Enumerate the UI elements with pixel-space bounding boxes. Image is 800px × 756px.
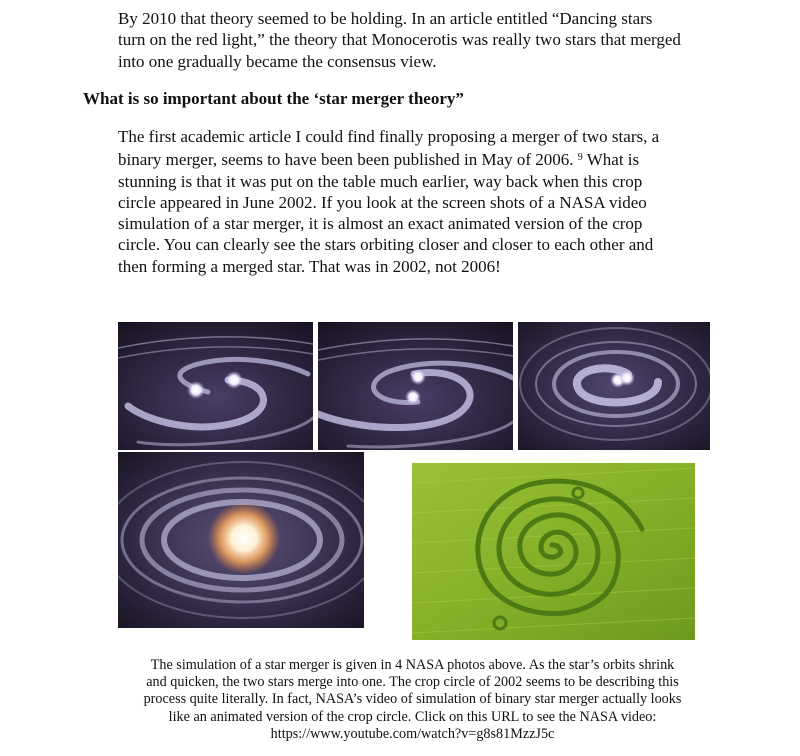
crop-circle-photo — [412, 463, 695, 640]
simulation-image-3 — [518, 322, 710, 450]
section-heading: What is so important about the ‘star merger theory” — [83, 89, 464, 108]
nasa-simulation-frame-1 — [118, 322, 313, 450]
footnote-marker: 9 — [577, 152, 583, 164]
nasa-video-url[interactable]: https://www.youtube.com/watch?v=g8s81MzzJ5c — [270, 725, 555, 742]
intro-paragraph: By 2010 that theory seemed to be holding. In an article entitled “Dancing stars turn on the red light,” the theory that Monocerotis was really two stars that merged into one gradually became the consensus view. — [118, 9, 681, 71]
nasa-simulation-frame-3 — [518, 322, 710, 450]
caption-line: process quite literally. In fact, NASA’s video of simulation of binary star merger actually looks — [143, 691, 682, 708]
star-b — [619, 370, 635, 386]
simulation-image-1 — [118, 322, 313, 450]
simulation-image-4 — [118, 452, 364, 628]
star-a — [410, 369, 426, 385]
crop-circle-image — [412, 463, 695, 640]
nasa-simulation-frame-2 — [318, 322, 513, 450]
simulation-image-2 — [318, 322, 513, 450]
caption-line: like an animated version of the crop circle. Click on this URL to see the NASA video: — [168, 708, 657, 725]
caption-line: and quicken, the two stars merge into one. The crop circle of 2002 seems to be describing this — [146, 674, 679, 691]
star-b — [405, 389, 421, 405]
nasa-simulation-frame-4 — [118, 452, 364, 628]
star-b — [225, 371, 243, 389]
body-text-part2: What is stunning is that it was put on the table much earlier, way back when this crop circle appeared in June 2002. If you look at the screen shots of a NASA video simulation of a star merger, it is almost an exact animated version of the crop circle. You can clearly see the stars orbiting closer and closer to each other and then forming a merged star. That was in 2002, not 2006! — [118, 150, 654, 276]
merged-star — [208, 502, 280, 574]
caption-line: The simulation of a star merger is given in 4 NASA photos above. As the star’s orbits shrink — [150, 657, 675, 673]
body-text-part1: The first academic article I could find finally proposing a merger of two stars, a binary merger, seems to have been been published in May of 2006. — [118, 127, 660, 170]
star-a — [187, 381, 205, 399]
figure-caption — [110, 657, 715, 743]
body-paragraph — [118, 126, 683, 277]
